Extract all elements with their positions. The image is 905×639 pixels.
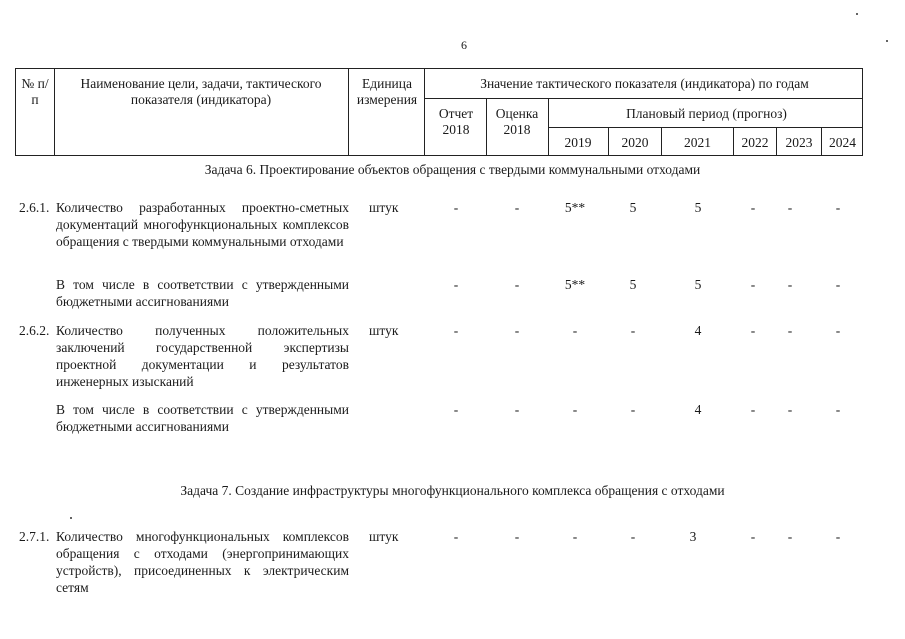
cell-2021: 3	[689, 529, 697, 544]
header-num: № п/п	[21, 76, 49, 107]
cell-2024: -	[835, 529, 841, 544]
cell-report-2018: -	[453, 529, 459, 544]
row-number: 2.6.1.	[19, 200, 50, 215]
cell-2020: -	[630, 402, 636, 417]
cell-estimate-2018: -	[514, 529, 520, 544]
cell-2024: -	[835, 277, 841, 292]
cell-2023: -	[787, 529, 793, 544]
header-plan-title: Плановый период (прогноз)	[626, 106, 787, 121]
cell-2023: -	[787, 402, 793, 417]
cell-2024: -	[835, 323, 841, 338]
header-estimate: Оценка 2018	[495, 106, 539, 137]
row-unit: штук	[369, 323, 399, 338]
header-values-title: Значение тактического показателя (индикатора) по годам	[480, 76, 809, 91]
row-unit: штук	[369, 200, 399, 215]
row-number: 2.6.2.	[19, 323, 50, 338]
row-name: В том числе в соответствии с утвержденными бюджетными ассигнованиями	[56, 402, 349, 434]
cell-2022: -	[750, 402, 756, 417]
cell-2019: 5**	[564, 200, 586, 215]
cell-report-2018: -	[453, 200, 459, 215]
header-year: 2019	[564, 135, 592, 150]
header-year: 2021	[684, 135, 711, 150]
page-number: 6	[461, 38, 467, 52]
cell-2021: 5	[694, 200, 702, 215]
header-year: 2023	[785, 135, 813, 150]
cell-2024: -	[835, 402, 841, 417]
cell-report-2018: -	[453, 402, 459, 417]
cell-2022: -	[750, 529, 756, 544]
cell-2021: 5	[694, 277, 702, 292]
cell-2023: -	[787, 323, 793, 338]
cell-2023: -	[787, 277, 793, 292]
cell-2020: -	[630, 529, 636, 544]
row-name: Количество многофункциональных комплексов обращения с отходами (энергопринимающих устройств), присоединенных к электрическим сетям	[56, 529, 349, 595]
cell-2019: -	[572, 402, 578, 417]
cell-2022: -	[750, 200, 756, 215]
cell-2020: -	[630, 323, 636, 338]
cell-report-2018: -	[453, 323, 459, 338]
header-year: 2020	[621, 135, 649, 150]
cell-estimate-2018: -	[514, 200, 520, 215]
cell-2019: -	[572, 323, 578, 338]
cell-2022: -	[750, 323, 756, 338]
task-6-title: Задача 6. Проектирование объектов обращения с твердыми коммунальными отходами	[204, 162, 701, 177]
row-number: 2.7.1.	[19, 529, 50, 544]
row-unit: штук	[369, 529, 399, 544]
cell-estimate-2018: -	[514, 277, 520, 292]
cell-2019: -	[572, 529, 578, 544]
cell-report-2018: -	[453, 277, 459, 292]
cell-2024: -	[835, 200, 841, 215]
header-unit: Единица измерения	[356, 76, 418, 107]
task-7-title: Задача 7. Создание инфраструктуры многофункционального комплекса обращения с отходами	[180, 483, 725, 498]
table-header	[15, 68, 863, 156]
scan-speck	[886, 40, 888, 42]
row-name: В том числе в соответствии с утвержденными бюджетными ассигнованиями	[56, 277, 349, 309]
header-year: 2022	[741, 135, 769, 150]
row-name: Количество разработанных проектно-сметных документаций многофункциональных комплексов обращения с твердыми коммунальными отходами	[56, 200, 349, 249]
scan-speck	[70, 517, 72, 519]
cell-2020: 5	[629, 277, 637, 292]
header-name: Наименование цели, задачи, тактического показателя (индикатора)	[80, 76, 322, 107]
header-report: Отчет 2018	[438, 106, 474, 137]
scan-speck	[856, 13, 858, 15]
cell-2019: 5**	[564, 277, 586, 292]
cell-2023: -	[787, 200, 793, 215]
row-name: Количество полученных положительных заключений государственной экспертизы проектной документации и результатов инженерных изысканий	[56, 323, 349, 389]
cell-2020: 5	[629, 200, 637, 215]
cell-estimate-2018: -	[514, 323, 520, 338]
cell-2022: -	[750, 277, 756, 292]
header-year: 2024	[829, 135, 856, 150]
cell-2021: 4	[694, 323, 702, 338]
cell-estimate-2018: -	[514, 402, 520, 417]
cell-2021: 4	[694, 402, 702, 417]
